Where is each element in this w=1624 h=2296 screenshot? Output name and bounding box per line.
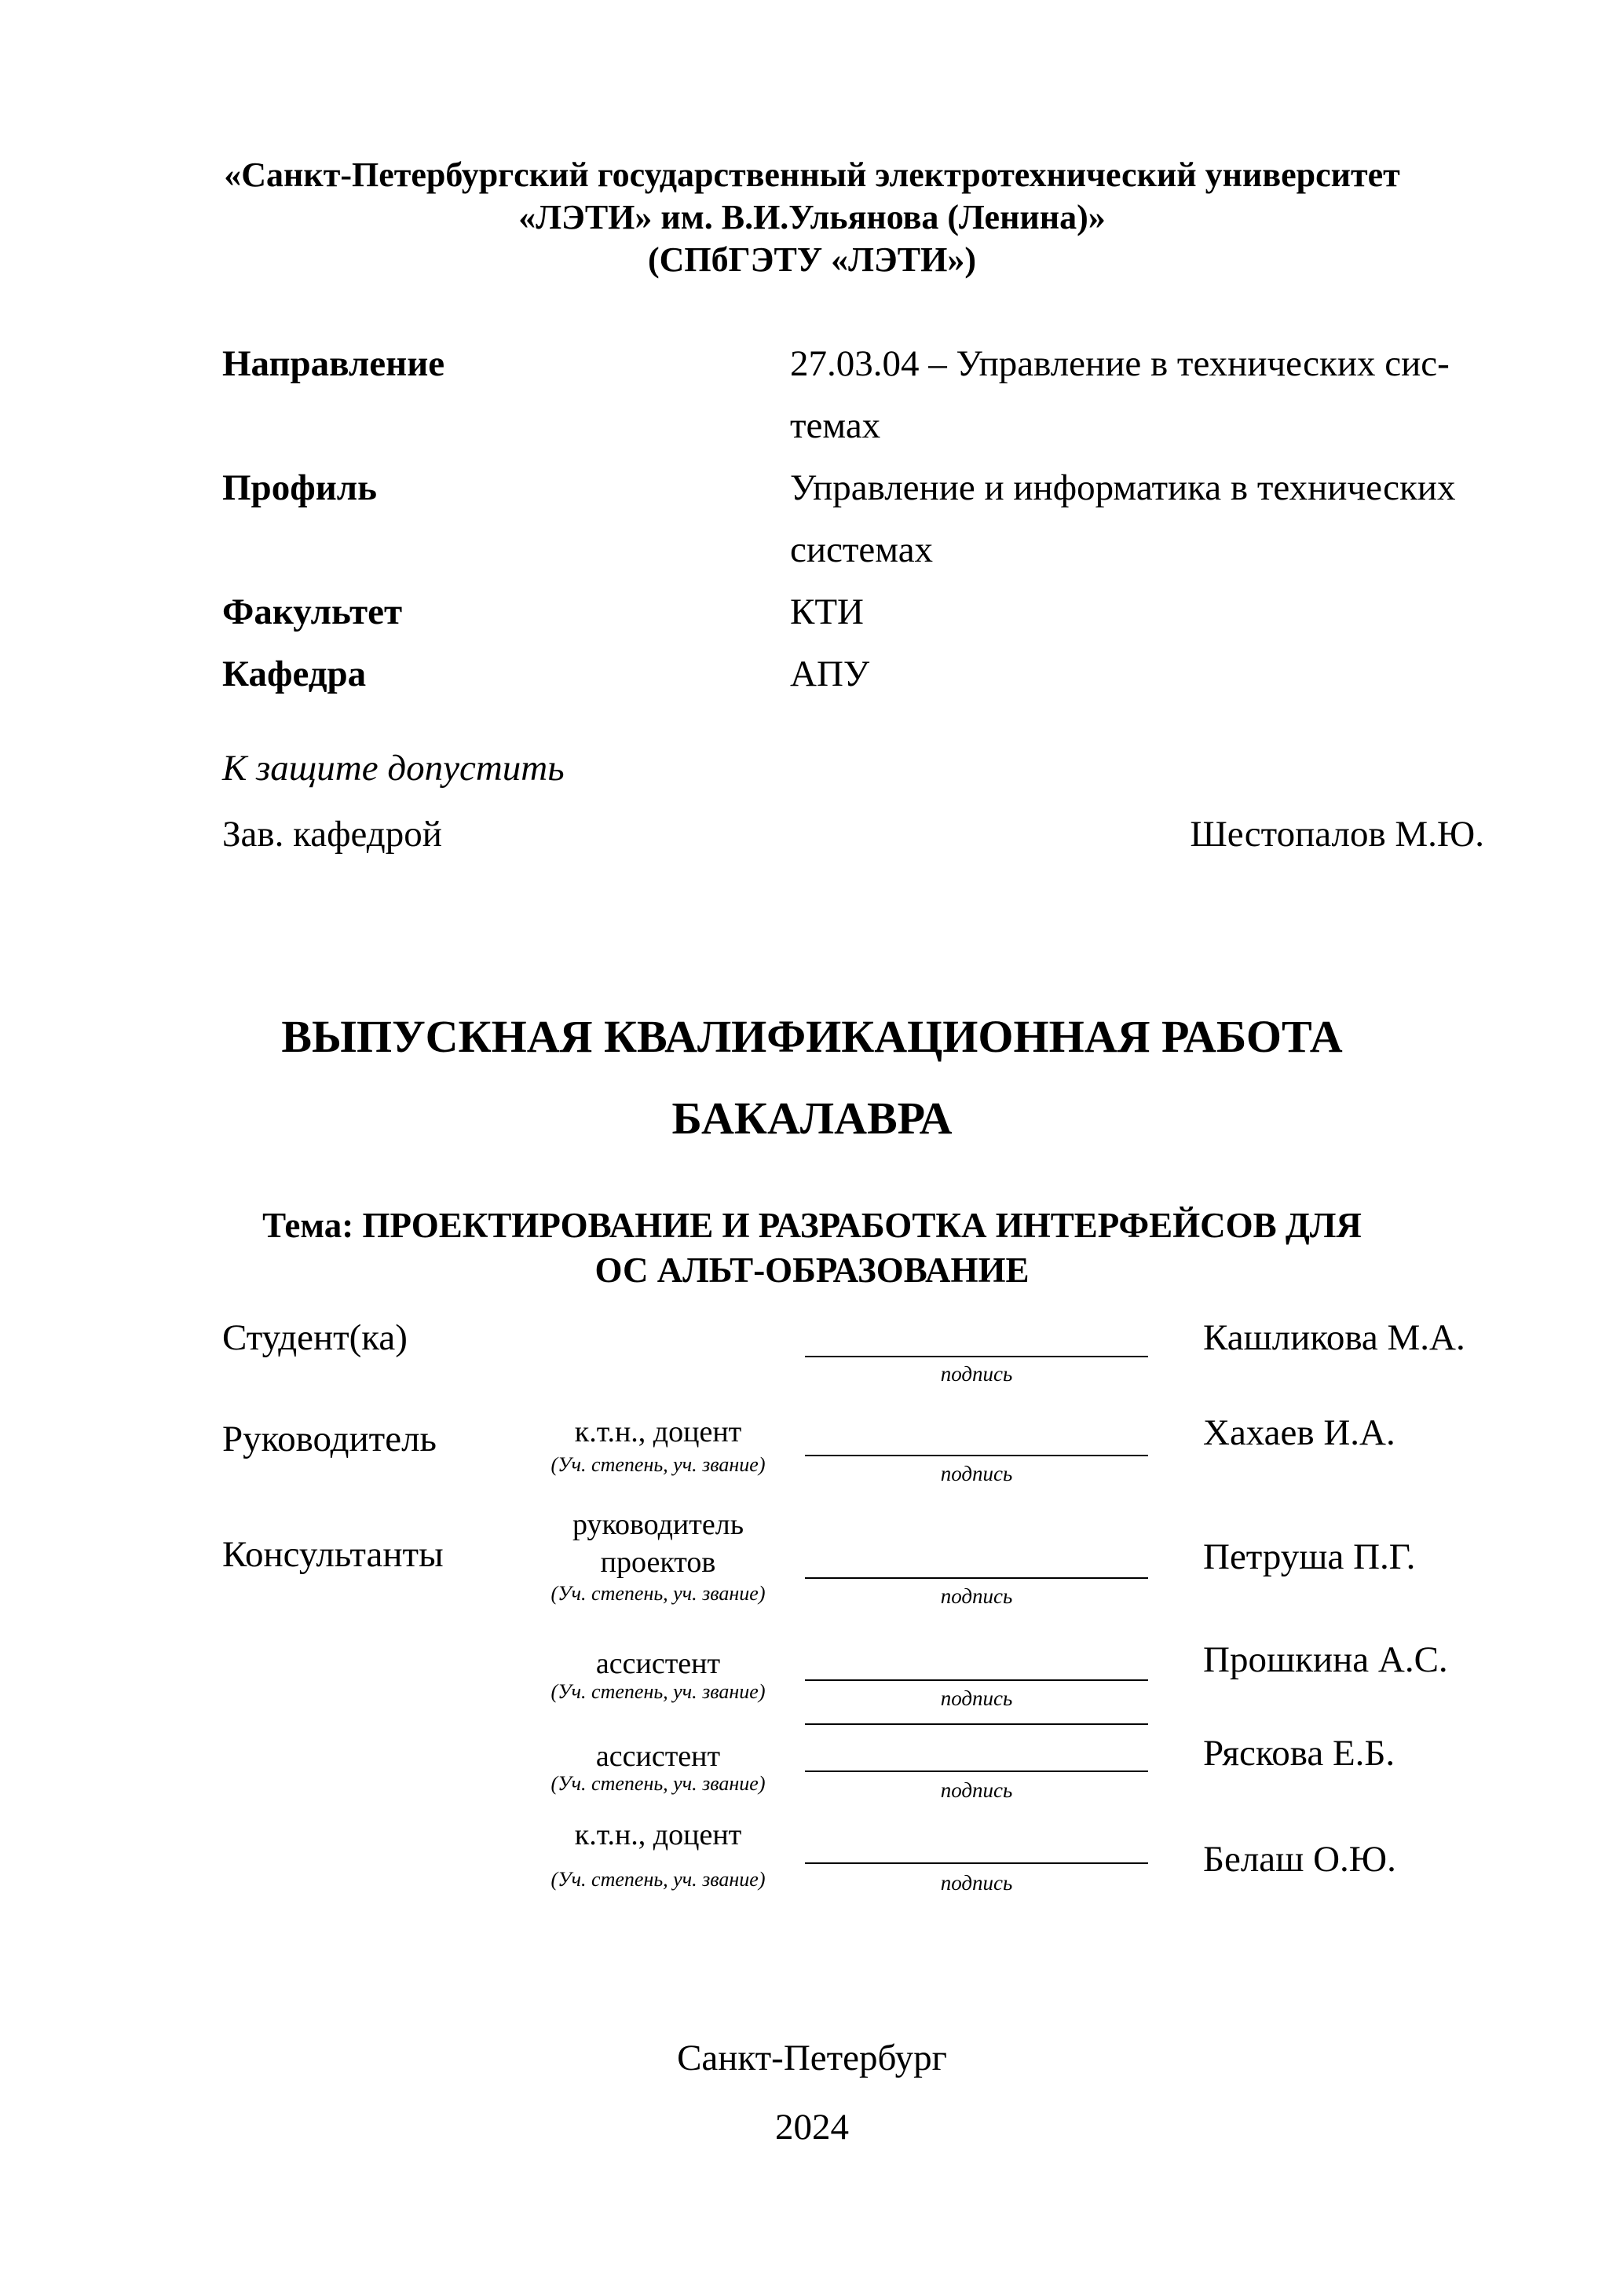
direction-value-line2: темах <box>790 405 881 446</box>
profile-row <box>222 457 1484 581</box>
thesis-theme-line2: ОС АЛЬТ-ОБРАЗОВАНИЕ <box>594 1251 1030 1290</box>
consultant3-name: Ряскова Е.Б. <box>1203 1733 1395 1774</box>
role-consultants: Консультанты <box>222 1534 444 1575</box>
thesis-theme <box>0 1203 1624 1293</box>
consultant1-degree-line1: руководитель <box>572 1508 744 1541</box>
signature-caption: подпись <box>940 1871 1013 1895</box>
direction-row <box>222 333 1484 457</box>
signature-line <box>805 1862 1148 1864</box>
signature-line-extra <box>805 1723 1148 1725</box>
admission-block <box>222 745 1484 858</box>
degree-caption: (Уч. степень, уч. звание) <box>550 1868 766 1891</box>
consultant1-name: Петруша П.Г. <box>1203 1536 1416 1577</box>
consultant2-name: Прошкина А.С. <box>1203 1639 1448 1680</box>
supervisor-name: Хахаев И.А. <box>1203 1412 1395 1453</box>
signature-section <box>222 1288 1484 1917</box>
supervisor-degree: к.т.н., доцент <box>574 1415 742 1448</box>
faculty-value: КТИ <box>790 591 864 632</box>
footer-year: 2024 <box>775 2107 849 2148</box>
consultant3-degree: ассистент <box>595 1740 721 1773</box>
document-title-line1: ВЫПУСКНАЯ КВАЛИФИКАЦИОННАЯ РАБОТА <box>281 1011 1343 1062</box>
role-supervisor: Руководитель <box>222 1419 437 1459</box>
consultant2-degree: ассистент <box>595 1647 721 1680</box>
consultant1-degree-line2: проектов <box>600 1546 716 1579</box>
faculty-label: Факультет <box>222 591 403 632</box>
degree-caption: (Уч. степень, уч. звание) <box>550 1680 766 1703</box>
profile-value <box>790 457 1484 581</box>
university-name-line2: «ЛЭТИ» им. В.И.Ульянова (Ленина)» <box>518 198 1106 236</box>
student-name: Кашликова М.А. <box>1203 1317 1465 1358</box>
document-title-line2: БАКАЛАВРА <box>671 1093 953 1144</box>
department-head-name: Шестопалов М.Ю. <box>1190 814 1484 855</box>
consultant4-degree: к.т.н., доцент <box>574 1818 742 1851</box>
thesis-theme-line1: Тема: ПРОЕКТИРОВАНИЕ И РАЗРАБОТКА ИНТЕРФЕЙСОВ ДЛЯ <box>262 1206 1362 1245</box>
signature-caption: подпись <box>940 1362 1013 1386</box>
document-title <box>0 996 1624 1159</box>
university-abbreviation: (СПбГЭТУ «ЛЭТИ») <box>648 240 976 279</box>
department-label: Кафедра <box>222 654 367 694</box>
department-head-label: Зав. кафедрой <box>222 814 442 855</box>
footer-city: Санкт-Петербург <box>677 2038 947 2078</box>
department-value: АПУ <box>790 654 870 694</box>
consultant1-degree <box>458 1506 858 1581</box>
degree-caption: (Уч. степень, уч. звание) <box>550 1453 766 1476</box>
degree-caption: (Уч. степень, уч. звание) <box>550 1582 766 1605</box>
signature-caption: подпись <box>940 1462 1013 1485</box>
signature-caption: подпись <box>940 1686 1013 1710</box>
department-row <box>222 643 1484 705</box>
consultant4-name: Белаш О.Ю. <box>1203 1839 1396 1880</box>
faculty-row <box>222 581 1484 643</box>
university-header <box>0 154 1624 281</box>
direction-value-line1: 27.03.04 – Управление в технических сис- <box>790 343 1450 384</box>
signature-line <box>805 1679 1148 1681</box>
admission-note: К защите допустить <box>222 748 565 789</box>
signature-line <box>805 1577 1148 1579</box>
profile-value-line1: Управление и информатика в технических <box>790 467 1456 508</box>
profile-value-line2: системах <box>790 529 934 570</box>
university-name-line1: «Санкт-Петербургский государственный электротехнический университет <box>224 156 1400 194</box>
signature-line <box>805 1356 1148 1357</box>
signature-caption: подпись <box>940 1778 1013 1802</box>
role-student: Студент(ка) <box>222 1317 408 1358</box>
signature-caption: подпись <box>940 1584 1013 1608</box>
degree-caption: (Уч. степень, уч. звание) <box>550 1772 766 1795</box>
signature-line <box>805 1771 1148 1772</box>
department-head-row <box>222 811 1484 858</box>
direction-label: Направление <box>222 343 445 384</box>
signature-line <box>805 1455 1148 1456</box>
profile-label: Профиль <box>222 467 378 508</box>
direction-value <box>790 333 1484 457</box>
program-info-table <box>222 333 1484 705</box>
